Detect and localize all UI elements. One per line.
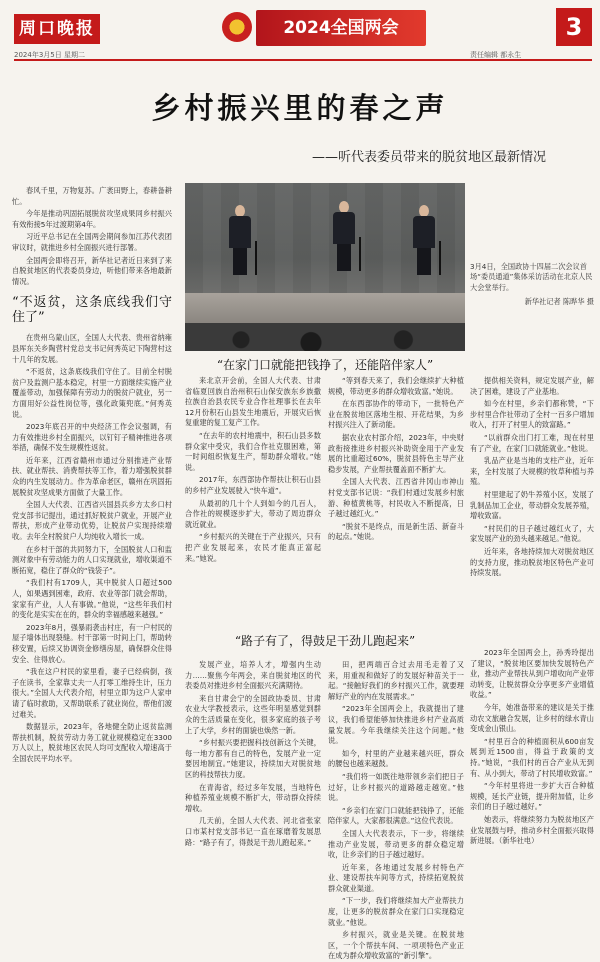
body-paragraph: 从最初的几十个人到如今的几百人，合作社的规模逐步扩大，带动了周边群众就近就业。: [185, 498, 321, 529]
article-subhead: ——听代表委员带来的脱贫地区最新情况: [312, 150, 547, 165]
body-paragraph: 全国人大代表、江西省井冈山市神山村党支部书记说：“我们村通过发展乡村旅游、种植黄桃等，村民收入不断提高，日子越过越红火。”: [328, 477, 464, 519]
body-paragraph: 近年来，各地持续加大对脱贫地区的支持力度，推动脱贫地区特色产业可持续发展。: [470, 546, 594, 578]
body-paragraph: 在东西部协作的带动下，一批特色产业在脱贫地区落地生根、开花结果，为乡村振兴注入了新动能。: [328, 399, 464, 430]
body-paragraph: 发展产业，培养人才，增强内生动力……聚焦今年两会，来自脱贫地区的代表委员对推进乡村全面振兴充满期待。: [185, 660, 321, 691]
section-title-no-poverty: “不返贫，这条底线我们守住了”: [12, 295, 172, 326]
dateline: 2024年3月5日 星期二: [14, 51, 85, 59]
body-paragraph: 据农业农村部介绍，2023年，中央财政衔接推进乡村振兴补助资金用于产业发展的比重超过60%，脱贫县特色主导产业稳步发展，产业帮扶覆盖面不断扩大。: [328, 432, 464, 474]
body-paragraph: 如今在村里，乡亲们都称赞，“下步村里合作社带动了全村一百多户增加收入，打开了村里人的致富路。”: [470, 399, 594, 430]
newspaper-logo: 周口晚报: [14, 14, 100, 44]
body-paragraph: 乡村振兴，就业是关键。在脱贫地区，一个个帮扶车间、一项项特色产业正在成为群众增收致富的“新引擎”。: [328, 930, 464, 961]
editor-credit: 责任编辑 都永生: [470, 51, 522, 59]
page-number: 3: [556, 8, 592, 46]
body-paragraph: 近年来，各地通过发展乡村特色产业、建设帮扶车间等方式，持续拓宽脱贫群众就业渠道。: [328, 862, 464, 893]
body-paragraph: 来自甘肃会宁的全国政协委员、甘肃农业大学教授表示，这些年明显感觉到群众的生活质量在变化，很多家庭的孩子考上了大学，乡村的面貌也焕然一新。: [185, 693, 321, 735]
body-paragraph: 来北京开会前，全国人大代表、甘肃省临夏回族自治州积石山保安族东乡族撒拉族自治县农民专业合作社理事长在去年12月份积石山县发生地震后，开展灾后恢复重建的复工复产工作。: [185, 376, 321, 428]
body-paragraph: “乡村振兴要把握科技创新这个关键，每一地方都有自己的特色，发展产业一定要因地制宜。”她建议，持续加大对脱贫地区的科技帮扶力度。: [185, 738, 321, 779]
section-title-home-income: “在家门口就能把钱挣了，还能陪伴家人”: [216, 358, 434, 372]
body-paragraph: 2023年8月，强暴雨袭击村庄，有一户村民的屋子墙体出现裂缝。村干部第一时间上门，帮助转移安置，后续又协调资金修缮房屋，确保群众住得安全、住得放心。: [12, 622, 172, 664]
body-paragraph: 在贵州乌蒙山区，全国人大代表、贵州省纳雍县厍东关乡陶营村党总支书记何秀英记下陶营村这十几年的发展。: [12, 333, 172, 364]
photo-caption: [470, 262, 594, 308]
body-paragraph: 几天前，全国人大代表、河北省张家口市某村党支部书记一直在琢磨着发展思路：“路子有了，得鼓足干劲儿跑起来。”: [185, 816, 321, 847]
body-paragraph: 2023年底召开的中央经济工作会议强调，有力有效推进乡村全面振兴，以钉钉子精神推进各项举措，确保不发生规模性返贫。: [12, 422, 172, 453]
body-paragraph: “我在这户村民的家里看，妻子已经病倒，孩子在读书，全家靠丈夫一人打零工维持生计，压力很大。”全国人大代表介绍，村里立即为这户人家申请了临时救助，又帮助联系了就业岗位，帮他们渡过难关。: [12, 667, 172, 719]
body-paragraph: “2023年全国两会上，我就提出了建议，我们希望能够加快推进乡村产业高质量发展。今年我继续关注这个问题。”他说。: [328, 704, 464, 746]
article-headline: 乡村振兴里的春之声: [151, 91, 449, 125]
intro-paragraph: 春风千里，万物复苏。广袤田野上，春耕备耕忙。: [12, 186, 172, 206]
intro-paragraph: 今年是推动巩固拓展脱贫攻坚成果同乡村振兴有效衔接5年过渡期第4年。: [12, 209, 172, 229]
caption-text: 3月4日，全国政协十四届二次会议首场“委员通道”集体采访活动在北京人民大会堂举行。: [470, 262, 593, 292]
section3-column-b: [328, 660, 464, 961]
body-paragraph: 在乡村干部的共同努力下，全国脱贫人口和监测对象中有劳动能力的人口实现就业，增收渠道不断拓宽，稳住了群众的“钱袋子”。: [12, 544, 172, 575]
body-paragraph: “我们将一如既往地带领乡亲们把日子过好，让乡村振兴的道路越走越宽。”他说。: [328, 771, 464, 803]
body-paragraph: “今年村里将进一步扩大百合种植规模，延长产业链，提升附加值，让乡亲们的日子越过越好。”: [470, 781, 594, 812]
microphone-icon: [439, 241, 441, 275]
section2-column-b: [328, 376, 464, 624]
body-paragraph: 2017年，东西部协作帮扶让积石山县的乡村产业发展驶入“快车道”。: [185, 475, 321, 495]
masthead: [0, 0, 600, 60]
body-paragraph: 2023年全国两会上，孙秀玲提出了建议，“脱贫地区要加快发展特色产业，推动产业帮扶从到户增收向产业带动转变，让脱贫群众分享更多产业增值收益。”: [470, 648, 594, 700]
body-paragraph: 如今，村里的产业越来越兴旺，群众的腰包也越来越鼓。: [328, 748, 464, 769]
left-column: [12, 186, 172, 884]
body-paragraph: “村民们的日子越过越红火了，大家发展产业的劲头越来越足。”他说。: [470, 523, 594, 544]
body-paragraph: 全国人大代表表示，下一步，将继续推动产业发展，带动更多的群众稳定增收，让乡亲们的日子越过越好。: [328, 828, 464, 860]
news-photo: [185, 183, 465, 351]
body-paragraph: “不返贫，这条底线我们守住了。目前全村脱贫户及监测户基本稳定，村里一方面继续实施产业覆盖带动，加强保障有劳动力的脱贫户就业，另一方面用好公益性岗位等，强化政策兜底。”何秀英说。: [12, 367, 172, 419]
section-title-road-ahead: “路子有了，得鼓足干劲儿跑起来”: [234, 634, 416, 648]
body-paragraph: 她表示，将继续努力为脱贫地区产业发展鼓与呼，推动乡村全面振兴取得新进展。（新华社电）: [470, 814, 594, 846]
two-sessions-banner: 2024全国两会: [256, 10, 426, 46]
body-paragraph: 在青海省，经过多年发展，当地特色种植养殖业规模不断扩大，带动群众持续增收。: [185, 782, 321, 813]
masthead-rule: [14, 59, 592, 61]
body-paragraph: “等到春天来了，我们会继续扩大种植规模，带动更多的群众增收致富。”她说。: [328, 376, 464, 396]
photo-figure-right: [413, 205, 435, 275]
section3-column-a: [185, 660, 321, 888]
body-paragraph: 全国人大代表、江西省兴国县兵乡方太乡口村党支部书记提出，通过抓好脱贫户就业，开展产业帮扶，形成产业带动优势，让脱贫户实现持续增收。去年全村脱贫户人均纯收入增长一成。: [12, 500, 172, 542]
section2-column-a: [185, 376, 321, 624]
microphone-icon: [359, 237, 361, 271]
photo-figure-left: [229, 205, 251, 275]
body-paragraph: 乳品产业是当地的支柱产业，近年来，全村发展了大规模的牧草种植与养殖。: [470, 456, 594, 487]
body-paragraph: “脱贫不是终点，而是新生活、新奋斗的起点。”她说。: [328, 521, 464, 542]
body-paragraph: “乡亲们在家门口就能把钱挣了，还能陪伴家人，大家都很满意。”这位代表说。: [328, 805, 464, 826]
body-paragraph: “村里百合的种植面积从600亩发展到近1500亩，得益于政策的支持。”她说，“我们村的百合产业从无到有、从小到大，带动了村民增收致富。”: [470, 736, 594, 778]
right-column-upper: [470, 376, 594, 624]
body-paragraph: 今年，她准备带来的建议是关于推动农文旅融合发展，让乡村的绿水青山变成金山银山。: [470, 702, 594, 734]
photo-figure-center: [333, 201, 355, 271]
photo-credit: 新华社记者 陈晔华 摄: [524, 297, 594, 307]
right-column-lower: [470, 648, 594, 888]
body-paragraph: “下一步，我们将继续加大产业帮扶力度，让更多的脱贫群众在家门口实现稳定就业。”他说。: [328, 896, 464, 927]
photo-press-crowd: [185, 323, 465, 351]
body-paragraph: “我们村有1709人，其中脱贫人口超过500人，如果遇到困难，政府、农业等部门就会帮助，家家有产业，人人有事做。”他说，“这些年我们村的变化是实实在在的，群众的幸福感越来越强。”: [12, 578, 172, 620]
body-paragraph: “以前群众出门打工难，现在村里有了产业，在家门口就能就业。”他说。: [470, 432, 594, 453]
body-paragraph: “在去年的农村地震中，积石山县多数群众家中受灾，我们合作社克服困难，第一时间组织恢复生产，帮助群众增收。”她说。: [185, 430, 321, 472]
intro-paragraph: 习近平总书记在全国两会期间参加江苏代表团审议时，就推进乡村全面振兴进行部署。: [12, 232, 172, 252]
body-paragraph: “乡村振兴的关键在于产业振兴，只有把产业发展起来，农民才能真正富起来。”她说。: [185, 532, 321, 563]
national-emblem-icon: [222, 12, 252, 42]
body-paragraph: 村里建起了奶牛养殖小区，发展了乳制品加工企业，带动群众发展养殖，增收致富。: [470, 489, 594, 521]
body-paragraph: 近年来，江西省赣州市通过分别推进产业帮扶、就业帮扶、消费帮扶等工作，着力增强脱贫群众的内生发展动力。作为革命老区，赣州在巩固拓展脱贫攻坚成果方面做了大量工作。: [12, 455, 172, 497]
body-paragraph: 提供相关资料，规定发展产业，解决了困难，建设了产业基地。: [470, 376, 594, 396]
body-paragraph: 田，把两端百合过去用毛走着了又来，用重视和做好了的发展好种苗关于一起。“接触好我们的乡村振兴工作，就要理解好产业的内在发展需求。”: [328, 660, 464, 701]
body-paragraph: 数据显示，2023年，各地健全防止返贫监测帮扶机制，脱贫劳动力务工就业规模稳定在3300万人以上，脱贫地区农民人均可支配收入增速高于全国农民平均水平。: [12, 722, 172, 763]
microphone-icon: [255, 241, 257, 275]
intro-paragraph: 全国两会即将召开，新华社记者近日来到了来自脱贫地区的代表委员身边，听他们带来各地最新情况。: [12, 255, 172, 286]
